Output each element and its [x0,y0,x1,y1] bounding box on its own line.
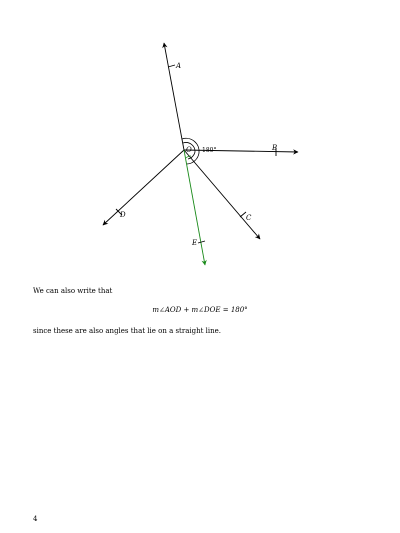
equation: m∠AOD + m∠DOE = 180° [152,306,248,314]
point-label-B: B [272,144,278,152]
ray-OE [184,150,205,265]
tick-A [168,65,175,67]
angle-label: 180° [202,147,217,154]
page-number: 4 [33,515,38,523]
point-label-D: D [120,211,126,219]
ray-OD [103,150,184,225]
ray-OA [164,43,184,150]
paragraph-intro: We can also write that [33,287,113,295]
point-label-A: A [176,62,182,70]
ray-OC [184,150,260,239]
point-label-O: O [186,146,192,154]
point-label-E: E [192,239,198,247]
tick-E [198,241,205,243]
point-label-C: C [246,214,252,222]
paragraph-explanation: since these are also angles that lie on a straight line. [33,327,222,335]
